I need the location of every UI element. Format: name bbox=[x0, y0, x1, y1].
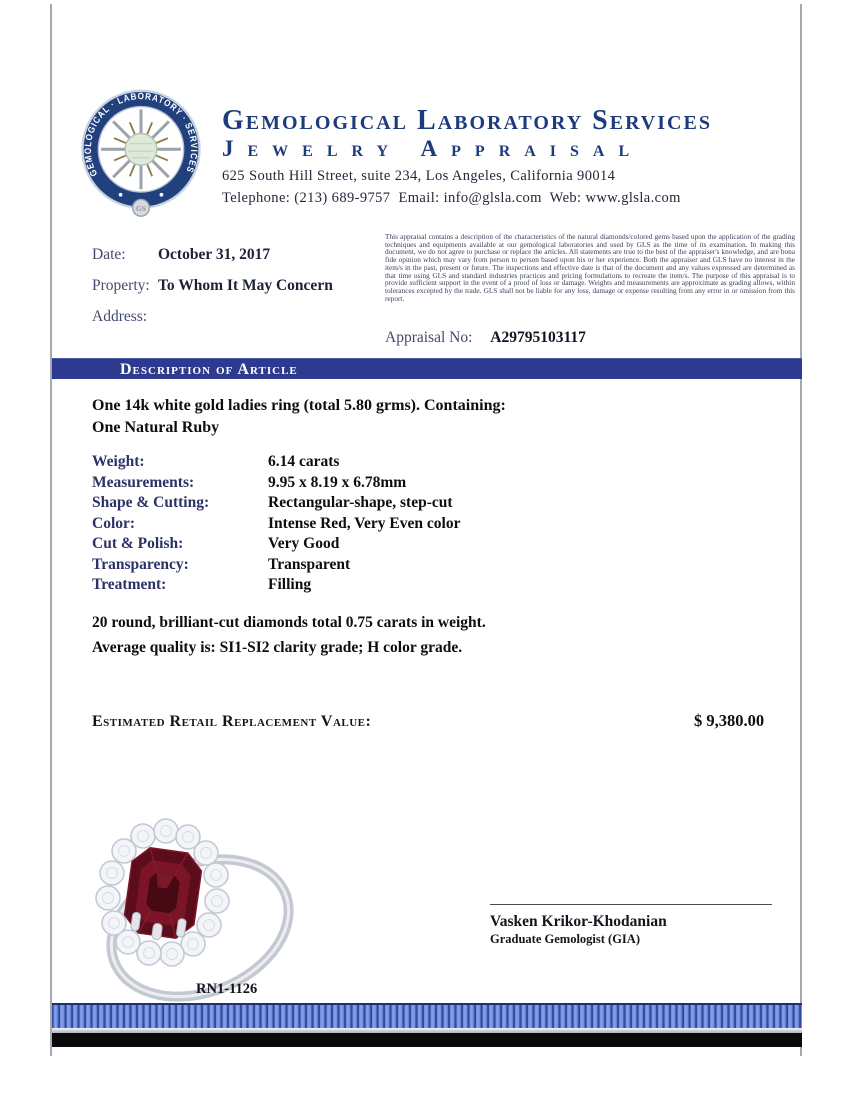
recipient-block bbox=[92, 246, 372, 339]
ruby-stone bbox=[122, 846, 204, 945]
property-value: To Whom It May Concern bbox=[158, 277, 333, 294]
attr-label: Weight: bbox=[92, 453, 145, 470]
attr-label: Measurements: bbox=[92, 473, 195, 491]
decorative-footer-ribbon bbox=[52, 1003, 802, 1047]
property-row bbox=[92, 277, 372, 295]
attr-value: Filling bbox=[268, 576, 312, 593]
attribute-row-measurements bbox=[92, 474, 712, 495]
gls-logo bbox=[76, 86, 206, 220]
org-contact: Telephone: (213) 689-9757 Email: info@glsla.com Web: www.glsla.com bbox=[222, 189, 681, 206]
gem-attributes-table bbox=[92, 453, 712, 597]
attr-value: Transparent bbox=[268, 555, 351, 573]
logo-monogram: GS bbox=[136, 204, 146, 214]
appraiser-title: Graduate Gemologist (GIA) bbox=[490, 932, 640, 946]
org-name: Gemological Laboratory Services bbox=[222, 105, 712, 136]
attribute-row-weight bbox=[92, 453, 712, 474]
signature-block bbox=[490, 904, 772, 947]
center-gem bbox=[125, 134, 157, 166]
property-label: Property: bbox=[92, 277, 150, 294]
valuation-amount: $ 9,380.00 bbox=[694, 711, 765, 730]
attr-value: Intense Red, Very Even color bbox=[268, 514, 461, 532]
description-line-2: One Natural Ruby bbox=[92, 419, 220, 437]
diamonds-line-2: Average quality is: SI1-SI2 clarity grade; H color grade. bbox=[92, 639, 463, 657]
address-row bbox=[92, 308, 372, 326]
attr-label: Cut & Polish: bbox=[92, 535, 184, 552]
document-type: Jewelry Appraisal bbox=[222, 136, 644, 162]
ring-reference-code: RN1-1126 bbox=[196, 981, 258, 997]
description-line-1: One 14k white gold ladies ring (total 5.80 grms). Containing: bbox=[92, 397, 506, 414]
section-title: Description of Article bbox=[120, 361, 298, 378]
attr-value: 6.14 carats bbox=[268, 453, 340, 470]
diamonds-summary bbox=[92, 610, 486, 660]
date-row bbox=[92, 246, 372, 264]
rim-dot-left bbox=[119, 193, 123, 197]
attribute-row-treatment bbox=[92, 576, 712, 597]
attr-label: Shape & Cutting: bbox=[92, 494, 210, 511]
attribute-row-color bbox=[92, 515, 712, 536]
appraisal-number-label: Appraisal No: bbox=[385, 329, 473, 346]
attr-value: 9.95 x 8.19 x 6.78mm bbox=[268, 473, 407, 491]
attr-value: Very Good bbox=[268, 535, 340, 552]
valuation-label: Estimated Retail Replacement Value: bbox=[92, 713, 372, 730]
attr-label: Color: bbox=[92, 514, 136, 532]
appraisal-number-value: A29795103117 bbox=[490, 329, 586, 346]
section-header-bar bbox=[52, 358, 802, 379]
ribbon-stripes bbox=[52, 1003, 802, 1028]
appraisal-number-row bbox=[385, 329, 586, 347]
logo-rim-text: GEMOLOGICAL · LABORATORY · SERVICES bbox=[82, 91, 200, 179]
attribute-row-transparency bbox=[92, 556, 712, 577]
disclaimer-text: This appraisal contains a description of the characteristics of the natural diamonds/colored gems based upon the application of the grading techniques and equipments available at our gemological laboratories and used by GLS as the time of its examination. In making this document, we do not agree to purchase or replace the articles. All statements are true to the best of the appraiser's knowledge, and are bona fide opinion which may vary from person to person based upon his or her experience. Both the appraiser and GLS have no interest in the item/s in the past, present or future. The inspections and effective date is that of the document and any values expressed are determined as that time using GLS and standard industries practices and pricing formulations to recreate the item/s. The purpose of this appraisal is to provide sufficient support in the event of a proof of loss or damage. Weights and measurements are approximate as grading allows, within tolerances excepted by the trade. GLS shall not be liable for any loss, damage or expense resulting from any error in or omission from this report. bbox=[385, 232, 795, 303]
org-address: 625 South Hill Street, suite 234, Los Angeles, California 90014 bbox=[222, 168, 616, 185]
letterhead bbox=[222, 106, 782, 208]
attr-label: Transparency: bbox=[92, 555, 189, 573]
attr-label: Treatment: bbox=[92, 576, 167, 593]
rim-dot-right bbox=[160, 193, 164, 197]
signature-line bbox=[490, 904, 772, 905]
page-border-left bbox=[50, 4, 52, 1056]
page-border-right bbox=[800, 4, 802, 1056]
attribute-row-cut-polish bbox=[92, 535, 712, 556]
attribute-row-shape bbox=[92, 494, 712, 515]
date-value: October 31, 2017 bbox=[158, 246, 271, 263]
article-description bbox=[92, 395, 506, 440]
ring-photo bbox=[62, 816, 314, 1008]
attr-value: Rectangular-shape, step-cut bbox=[268, 494, 453, 511]
ribbon-black-bar bbox=[52, 1033, 802, 1047]
address-label: Address: bbox=[92, 308, 148, 325]
date-label: Date: bbox=[92, 246, 126, 263]
diamonds-line-1: 20 round, brilliant-cut diamonds total 0.75 carats in weight. bbox=[92, 614, 486, 631]
appraiser-name: Vasken Krikor-Khodanian bbox=[490, 913, 667, 930]
